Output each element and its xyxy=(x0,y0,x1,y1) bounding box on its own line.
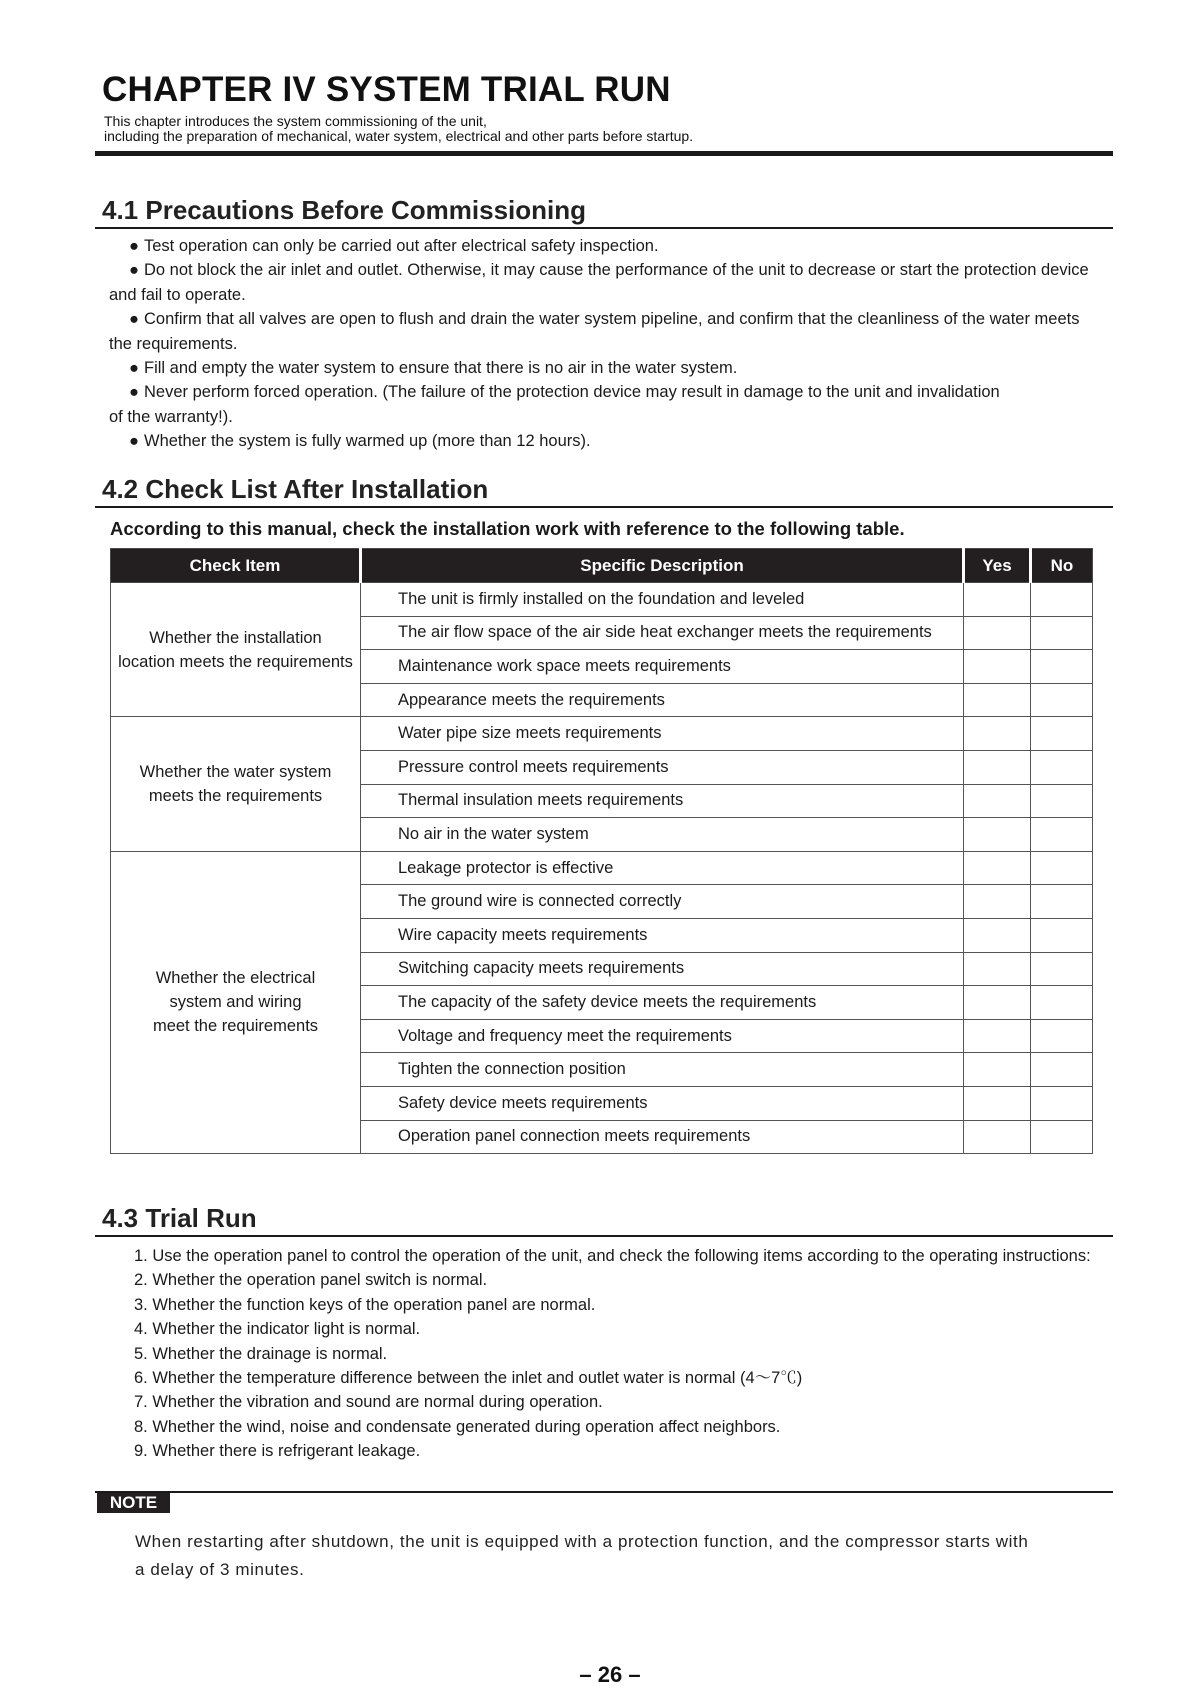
no-checkbox-cell xyxy=(1031,750,1093,784)
table-header-row xyxy=(111,549,1093,583)
precautions-list xyxy=(109,234,1109,454)
column-header-description: Specific Description xyxy=(361,549,964,583)
no-checkbox-cell xyxy=(1031,986,1093,1020)
note-badge: NOTE xyxy=(97,1493,170,1513)
description-cell: Switching capacity meets requirements xyxy=(361,952,964,986)
trial-run-item: 8. Whether the wind, noise and condensate generated during operation affect neighbors. xyxy=(134,1417,781,1436)
trial-run-item: 2. Whether the operation panel switch is normal. xyxy=(134,1271,488,1290)
yes-checkbox-cell xyxy=(964,683,1031,717)
precaution-text: Do not block the air inlet and outlet. Otherwise, it may cause the performance of the unit to decrease or start the protection device xyxy=(144,261,1089,280)
trial-run-item: 1. Use the operation panel to control the operation of the unit, and check the following items according to the operating instructions: xyxy=(134,1247,1091,1265)
section-divider xyxy=(95,506,1113,508)
check-item-line: location meets the requirements xyxy=(118,652,353,671)
description-cell: The capacity of the safety device meets the requirements xyxy=(361,986,964,1020)
description-cell: Tighten the connection position xyxy=(361,1053,964,1087)
no-checkbox-cell xyxy=(1031,952,1093,986)
description-cell: The unit is firmly installed on the foundation and leveled xyxy=(361,583,964,617)
no-checkbox-cell xyxy=(1031,1086,1093,1120)
note-divider xyxy=(95,1491,1113,1493)
trial-run-item: 3. Whether the function keys of the operation panel are normal. xyxy=(134,1295,596,1314)
precaution-text: Fill and empty the water system to ensure that there is no air in the water system. xyxy=(144,359,738,378)
yes-checkbox-cell xyxy=(964,1120,1031,1154)
description-cell: The air flow space of the air side heat exchanger meets the requirements xyxy=(361,616,964,650)
precaution-text: Test operation can only be carried out after electrical safety inspection. xyxy=(144,237,659,255)
trial-run-item: 7. Whether the vibration and sound are normal during operation. xyxy=(134,1393,603,1412)
trial-run-list xyxy=(134,1244,1091,1464)
description-cell: Voltage and frequency meet the requirements xyxy=(361,1019,964,1053)
description-cell: Maintenance work space meets requirements xyxy=(361,650,964,684)
yes-checkbox-cell xyxy=(964,851,1031,885)
section-heading-trial-run: 4.3 Trial Run xyxy=(102,1203,257,1233)
description-cell: Wire capacity meets requirements xyxy=(361,918,964,952)
bullet-icon: ● xyxy=(129,359,139,378)
page-number: – 26 – xyxy=(579,1662,641,1687)
bullet-icon: ● xyxy=(129,432,139,451)
no-checkbox-cell xyxy=(1031,1120,1093,1154)
yes-checkbox-cell xyxy=(964,616,1031,650)
yes-checkbox-cell xyxy=(964,650,1031,684)
bullet-icon: ● xyxy=(129,261,139,280)
chapter-intro-line: including the preparation of mechanical, water system, electrical and other parts before startup. xyxy=(104,128,694,144)
trial-run-item: 9. Whether there is refrigerant leakage. xyxy=(134,1442,421,1461)
precaution-item xyxy=(109,258,1109,307)
precaution-text-continued: of the warranty!). xyxy=(109,407,233,426)
check-item-line: system and wiring xyxy=(169,993,302,1012)
description-cell: Thermal insulation meets requirements xyxy=(361,784,964,818)
yes-checkbox-cell xyxy=(964,750,1031,784)
precaution-item xyxy=(109,234,1109,258)
yes-checkbox-cell xyxy=(964,784,1031,818)
yes-checkbox-cell xyxy=(964,818,1031,852)
check-item-cell xyxy=(111,851,361,1153)
no-checkbox-cell xyxy=(1031,616,1093,650)
bullet-icon: ● xyxy=(129,237,139,255)
trial-run-item: 5. Whether the drainage is normal. xyxy=(134,1344,388,1363)
check-item-line: meet the requirements xyxy=(152,1017,319,1036)
section-divider xyxy=(95,227,1113,229)
description-cell: No air in the water system xyxy=(361,818,964,852)
checklist-table xyxy=(110,548,1093,1154)
description-cell: Appearance meets the requirements xyxy=(361,683,964,717)
yes-checkbox-cell xyxy=(964,885,1031,919)
check-item-line: Whether the installation xyxy=(149,628,322,647)
description-cell: Pressure control meets requirements xyxy=(361,750,964,784)
table-intro: According to this manual, check the installation work with reference to the following table. xyxy=(110,518,905,539)
note-line: a delay of 3 minutes. xyxy=(135,1560,305,1579)
precaution-item xyxy=(109,356,1109,380)
precaution-text-continued: the requirements. xyxy=(109,334,238,353)
no-checkbox-cell xyxy=(1031,918,1093,952)
no-checkbox-cell xyxy=(1031,1019,1093,1053)
yes-checkbox-cell xyxy=(964,918,1031,952)
table-row xyxy=(111,851,1093,885)
column-header-check-item: Check Item xyxy=(111,549,361,583)
no-checkbox-cell xyxy=(1031,885,1093,919)
no-checkbox-cell xyxy=(1031,851,1093,885)
check-item-line: Whether the water system xyxy=(139,763,332,782)
chapter-intro-line: This chapter introduces the system commissioning of the unit, xyxy=(104,113,487,129)
yes-checkbox-cell xyxy=(964,1086,1031,1120)
note-text xyxy=(135,1528,1095,1584)
trial-run-item: 6. Whether the temperature difference between the inlet and outlet water is normal (4～7℃) xyxy=(134,1369,803,1388)
chapter-title: CHAPTER IV SYSTEM TRIAL RUN xyxy=(102,70,671,109)
yes-checkbox-cell xyxy=(964,717,1031,751)
column-header-no: No xyxy=(1031,549,1093,583)
table-row xyxy=(111,583,1093,617)
check-item-line: Whether the electrical xyxy=(155,969,316,988)
table-row xyxy=(111,717,1093,751)
precaution-text-continued: and fail to operate. xyxy=(109,285,246,304)
no-checkbox-cell xyxy=(1031,650,1093,684)
section-heading-checklist: 4.2 Check List After Installation xyxy=(102,474,489,504)
yes-checkbox-cell xyxy=(964,952,1031,986)
precaution-item xyxy=(109,307,1109,356)
description-cell: The ground wire is connected correctly xyxy=(361,885,964,919)
no-checkbox-cell xyxy=(1031,784,1093,818)
check-item-cell xyxy=(111,583,361,717)
check-item-cell xyxy=(111,717,361,851)
no-checkbox-cell xyxy=(1031,818,1093,852)
yes-checkbox-cell xyxy=(964,583,1031,617)
yes-checkbox-cell xyxy=(964,1053,1031,1087)
precaution-text: Whether the system is fully warmed up (more than 12 hours). xyxy=(144,432,591,451)
precaution-text: Confirm that all valves are open to flush and drain the water system pipeline, and confirm that the cleanliness of the water meets xyxy=(144,310,1080,329)
yes-checkbox-cell xyxy=(964,986,1031,1020)
section-heading-precautions: 4.1 Precautions Before Commissioning xyxy=(102,195,587,225)
bullet-icon: ● xyxy=(129,383,139,402)
no-checkbox-cell xyxy=(1031,717,1093,751)
trial-run-item: 4. Whether the indicator light is normal. xyxy=(134,1320,421,1339)
no-checkbox-cell xyxy=(1031,583,1093,617)
precaution-text: Never perform forced operation. (The failure of the protection device may result in damage to the unit and invalidation xyxy=(144,383,1000,402)
chapter-divider xyxy=(95,151,1113,156)
precaution-item xyxy=(109,380,1109,429)
description-cell: Operation panel connection meets requirements xyxy=(361,1120,964,1154)
note-line: When restarting after shutdown, the unit is equipped with a protection function, and the compressor starts with xyxy=(135,1532,1029,1551)
description-cell: Leakage protector is effective xyxy=(361,851,964,885)
check-item-line: meets the requirements xyxy=(148,787,323,806)
no-checkbox-cell xyxy=(1031,683,1093,717)
chapter-intro xyxy=(104,114,693,144)
yes-checkbox-cell xyxy=(964,1019,1031,1053)
description-cell: Safety device meets requirements xyxy=(361,1086,964,1120)
section-divider xyxy=(95,1235,1113,1237)
no-checkbox-cell xyxy=(1031,1053,1093,1087)
bullet-icon: ● xyxy=(129,310,139,329)
description-cell: Water pipe size meets requirements xyxy=(361,717,964,751)
column-header-yes: Yes xyxy=(964,549,1031,583)
precaution-item xyxy=(109,429,1109,453)
